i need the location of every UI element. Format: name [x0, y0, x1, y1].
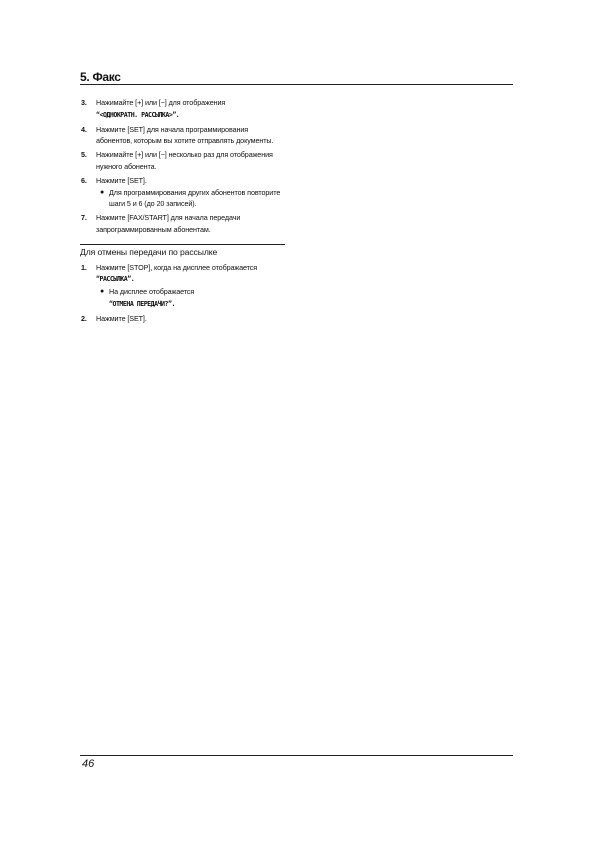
- step-7: [80, 212, 285, 236]
- subheading: Для отмены передачи по рассылке: [80, 246, 218, 257]
- bullet-note: [96, 187, 285, 211]
- step-text: Нажмите [STOP], когда на дисплее отображается: [96, 262, 258, 272]
- bullet-text: Для программирования других абонентов повторите шаги 5 и 6 (до 20 записей).: [109, 187, 281, 209]
- manual-content: [80, 97, 285, 327]
- step-text: Нажмите [SET].: [96, 313, 147, 323]
- step-4: [80, 124, 285, 148]
- lcd-text: “РАССЫЛКА”.: [96, 275, 135, 284]
- cancel-step-1: [80, 262, 285, 311]
- subhead-divider: [80, 244, 285, 245]
- step-text: Нажмите [SET] для начала программирования абонентов, которым вы хотите отправлять документы.: [96, 124, 274, 146]
- section-title: 5. Факс: [80, 70, 121, 84]
- lcd-text: “ОТМЕНА ПЕРЕДАЧИ?”.: [109, 299, 175, 308]
- step-6: [80, 175, 285, 210]
- step-5: [80, 149, 285, 173]
- step-text: Нажмите [SET].: [96, 175, 147, 185]
- step-number: 2.: [81, 313, 87, 323]
- title-divider: [80, 84, 513, 85]
- step-number: 5.: [81, 150, 87, 160]
- step-text: Нажимайте [+] или [−] несколько раз для отображения нужного абонента.: [96, 150, 273, 171]
- page-number: 46: [82, 758, 95, 770]
- step-text: Нажмите [FAX/START] для начала передачи запрограммированным абонентам.: [96, 213, 241, 234]
- step-number: 6.: [81, 175, 87, 185]
- bullet-dot-icon: ●: [100, 288, 105, 296]
- step-3: [80, 97, 285, 122]
- step-number: 7.: [81, 213, 87, 223]
- step-number: 3.: [81, 98, 87, 107]
- bullet-note: [96, 286, 285, 311]
- bullet-text: На дисплее отображается: [109, 287, 195, 297]
- step-number: 4.: [81, 124, 87, 134]
- cancel-step-2: [80, 313, 285, 325]
- step-number: 1.: [81, 262, 87, 272]
- lcd-text: “<ОДНОКРАТН. РАССЫЛКА>”.: [96, 110, 180, 119]
- step-text: Нажимайте [+] или [−] для отображения: [96, 98, 226, 107]
- footer-divider: [80, 755, 513, 756]
- bullet-dot-icon: ●: [100, 188, 105, 196]
